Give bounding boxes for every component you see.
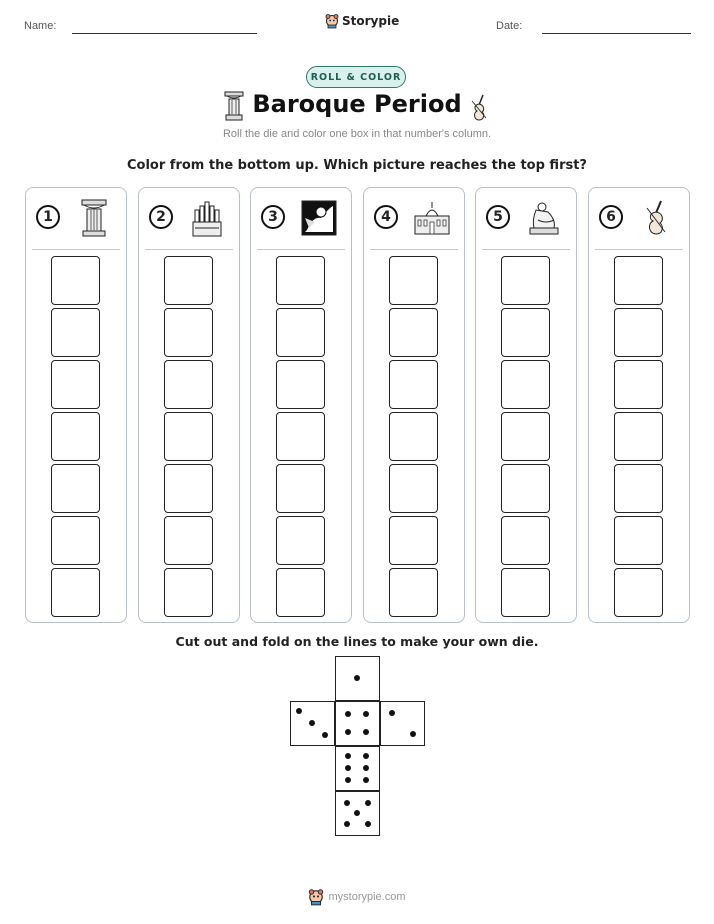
instruction: Color from the bottom up. Which picture reaches the top first?: [127, 158, 587, 173]
color-box[interactable]: [501, 256, 550, 305]
color-box[interactable]: [164, 516, 213, 565]
color-box[interactable]: [276, 412, 325, 461]
date-line[interactable]: [542, 33, 691, 34]
color-box[interactable]: [501, 516, 550, 565]
die-pip: [345, 711, 351, 717]
die-pip: [296, 708, 302, 714]
color-box[interactable]: [389, 360, 438, 409]
baroque-painting-icon: [299, 198, 339, 238]
column-number: 2: [149, 205, 173, 229]
column-5: [475, 187, 577, 623]
color-box[interactable]: [614, 360, 663, 409]
color-box[interactable]: [276, 256, 325, 305]
die-pip: [363, 777, 369, 783]
color-box[interactable]: [614, 412, 663, 461]
page-title: Baroque Period: [252, 90, 462, 118]
palace-icon: [412, 198, 452, 238]
die-face-6: [335, 746, 380, 791]
column-number: 4: [374, 205, 398, 229]
color-box[interactable]: [51, 360, 100, 409]
footer-url[interactable]: mystorypie.com: [328, 891, 406, 903]
color-box[interactable]: [389, 412, 438, 461]
color-box[interactable]: [164, 256, 213, 305]
die-pip: [363, 711, 369, 717]
column-1: [25, 187, 127, 623]
color-box[interactable]: [276, 308, 325, 357]
die-pip: [345, 777, 351, 783]
color-box[interactable]: [51, 308, 100, 357]
color-box[interactable]: [276, 360, 325, 409]
pipe-organ-icon: [187, 198, 227, 238]
die-pip: [363, 729, 369, 735]
column-number: 6: [599, 205, 623, 229]
color-box[interactable]: [389, 256, 438, 305]
die-pip: [309, 720, 315, 726]
color-box[interactable]: [614, 568, 663, 617]
color-box[interactable]: [614, 464, 663, 513]
title-column-icon: [224, 91, 244, 121]
die-pip: [354, 810, 360, 816]
cut-instruction: Cut out and fold on the lines to make your own die.: [175, 634, 539, 649]
column-icon: [74, 198, 114, 238]
die-pip: [365, 821, 371, 827]
die-pip: [344, 821, 350, 827]
title-violin-icon: [470, 93, 490, 123]
color-box[interactable]: [164, 464, 213, 513]
color-box[interactable]: [389, 308, 438, 357]
color-box[interactable]: [501, 412, 550, 461]
color-box[interactable]: [276, 464, 325, 513]
sculpture-icon: [524, 198, 564, 238]
color-box[interactable]: [389, 568, 438, 617]
color-box[interactable]: [614, 516, 663, 565]
column-2: [138, 187, 240, 623]
color-box[interactable]: [501, 464, 550, 513]
color-box[interactable]: [51, 568, 100, 617]
die-pip: [363, 753, 369, 759]
footer-mascot-icon: [308, 888, 324, 906]
die-face-3: [290, 701, 335, 746]
die-pip: [322, 732, 328, 738]
column-divider: [595, 249, 683, 250]
column-divider: [257, 249, 345, 250]
die-face-1: [335, 656, 380, 701]
column-4: [363, 187, 465, 623]
column-divider: [370, 249, 458, 250]
column-number: 5: [486, 205, 510, 229]
violin-icon: [637, 198, 677, 238]
die-face-5: [335, 791, 380, 836]
color-box[interactable]: [389, 516, 438, 565]
brand-name: Storypie: [342, 14, 400, 28]
color-box[interactable]: [164, 568, 213, 617]
name-line[interactable]: [72, 33, 257, 34]
color-box[interactable]: [614, 256, 663, 305]
color-box[interactable]: [501, 308, 550, 357]
column-3: [250, 187, 352, 623]
die-pip: [363, 765, 369, 771]
column-divider: [482, 249, 570, 250]
color-box[interactable]: [276, 516, 325, 565]
color-box[interactable]: [389, 464, 438, 513]
name-label: Name:: [24, 20, 57, 32]
column-number: 3: [261, 205, 285, 229]
column-divider: [145, 249, 233, 250]
color-box[interactable]: [501, 568, 550, 617]
die-pip: [345, 765, 351, 771]
die-pip: [354, 675, 360, 681]
color-box[interactable]: [614, 308, 663, 357]
color-box[interactable]: [51, 412, 100, 461]
die-pip: [410, 731, 416, 737]
die-pip: [345, 729, 351, 735]
color-box[interactable]: [164, 360, 213, 409]
column-6: [588, 187, 690, 623]
footer: [0, 888, 714, 906]
die-pip: [345, 753, 351, 759]
die-face-4: [335, 701, 380, 746]
roll-color-badge: ROLL & COLOR: [306, 66, 406, 88]
die-pip: [389, 710, 395, 716]
column-number: 1: [36, 205, 60, 229]
color-box[interactable]: [164, 308, 213, 357]
color-box[interactable]: [51, 464, 100, 513]
subtitle: Roll the die and color one box in that number's column.: [222, 128, 492, 140]
color-box[interactable]: [51, 516, 100, 565]
brand-logo: [325, 13, 399, 29]
color-box[interactable]: [164, 412, 213, 461]
date-label: Date:: [496, 20, 523, 32]
color-box[interactable]: [501, 360, 550, 409]
storypie-mascot-icon: [325, 13, 339, 29]
die-pip: [365, 800, 371, 806]
color-box[interactable]: [276, 568, 325, 617]
color-box[interactable]: [51, 256, 100, 305]
die-pip: [344, 800, 350, 806]
column-divider: [32, 249, 120, 250]
die-face-2: [380, 701, 425, 746]
